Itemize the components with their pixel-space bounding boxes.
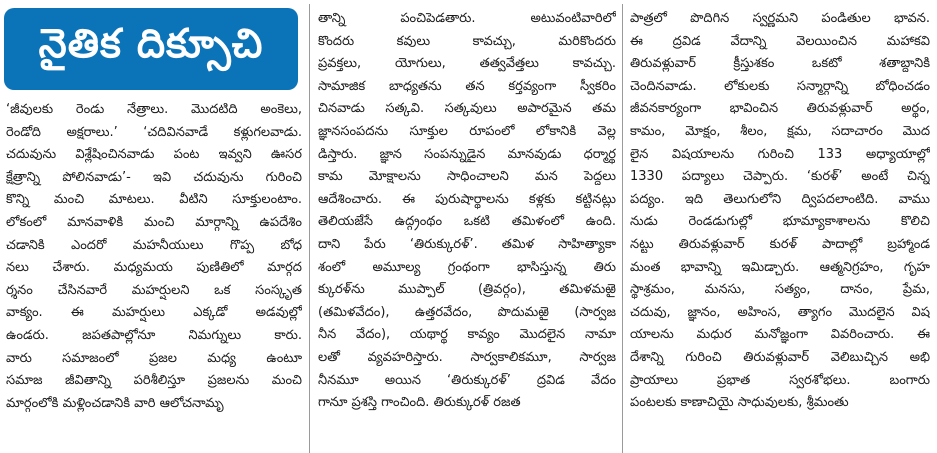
text-line: పంటలకు కాణాచియై సాధువులకు, శ్రీమంతు (630, 395, 849, 411)
text-line: లోకంలో మానవాళికి మంచి మార్గాన్ని ఉపదేశిం (6, 214, 302, 230)
text-line: నట్టు తిరువళ్లువార్ కురళ్ పాదాల్లో బ్రహ్మాండ (630, 236, 930, 252)
text-line: వాక్యం. ఈ మహర్షులు ఎక్కడో అడవుల్లో (6, 305, 302, 321)
text-line: ఈ ద్రవిడ వేదాన్ని వెలయించిన మహాకవి (630, 33, 930, 49)
text-line: చదువును విశ్లేషించినవాడు పంట ఇవ్వని ఊసర (6, 147, 302, 163)
article-column-3 (630, 8, 930, 453)
text-line: స్థాశ్రమం, మనసు, సత్యం, దానం, ప్రేమ, (630, 282, 930, 298)
text-line: 1330 పద్యాలు చెప్పారు. ‘కురళ్’ అంటే చిన్న (630, 169, 930, 185)
text-line: క్షేత్రాన్ని పోలినవాడు’- ఇవి చదువును గురించి (6, 169, 302, 185)
text-line: వారు సమాజంలో ప్రజల మధ్య ఉంటూ (6, 350, 302, 366)
text-line: తెలియజేసే ఉద్గ్రంథం ఒకటి తమిళంలో ఉంది. (318, 214, 616, 230)
text-line: కొందరు కవులు కావచ్చు, మరికొందరు (318, 33, 616, 49)
text-line: పద్యం. ఇది తెలుగులోని ద్విపదలాంటిది. వాము (630, 191, 930, 207)
text-line: ‘జీవులకు రెండు నేత్రాలు. మొదటిది అంకెలు, (6, 102, 302, 117)
text-line: దేశాన్ని గురించి తిరువళ్లువార్ వెలిబుచ్చిన అభి (630, 349, 930, 365)
text-line: ఆదేశించారు. ఈ పురుషార్థాలను కళ్లకు కట్టినట్లు (318, 191, 616, 207)
text-line: తాన్ని పంచిపెడతారు. అటువంటివారిలో (318, 11, 616, 26)
text-line: చదువు, జ్ఞానం, అహింస, త్యాగం మొదలైన విష (630, 304, 930, 320)
text-line: నుడు రెండడుగుల్లో భూమ్యాకాశాలను కొలిచి (630, 214, 930, 230)
text-line: (తమిళవేదం), ఉత్తరవేదం, పొదుమఱై (సార్వజ (318, 304, 616, 320)
text-line: లైన విషయాలను గురించి 133 అధ్యాయాల్లో (630, 146, 930, 162)
text-line: సామాజిక బాధ్యతను తన కర్తవ్యంగా స్వీకరిం (318, 78, 616, 94)
text-line: రెండోది అక్షరాలు.’ ‘చదివినవాడే కళ్లుగలవాడు. (6, 124, 302, 140)
text-line: శంలో అమూల్య గ్రంథంగా భాసిస్తున్న తిరు (318, 259, 616, 275)
text-line: జీవనకార్యంగా భావించిన తిరువళ్లువార్ అర్థం, (630, 101, 930, 117)
text-line: ప్రాయాలు ప్రభాత స్వరశోభలు. బంగారు (630, 372, 930, 388)
text-line: మంత భావాన్ని ఇమిడ్చారు. ఆత్మనిగ్రహం, గృహ (630, 259, 930, 275)
text-line: నలు చేశారు. మధ్యమయ పుణితిలో మార్గద (6, 260, 302, 276)
text-line: ప్రవక్తలు, యోగులు, తత్వవేత్తలు కావచ్చు. (318, 56, 616, 72)
article-column-1 (6, 99, 302, 453)
text-line: తిరువళ్లువార్ క్రీస్తుశకం ఒకటో శతాబ్దానికి (630, 56, 930, 72)
column-divider (309, 4, 310, 453)
text-line: కామ మోక్షాలను సాధించాలని మన పెద్దలు (318, 169, 616, 185)
text-line: గానూ ప్రశస్తి గాంచింది. తిరుక్కురళ్ రజత (318, 395, 521, 411)
text-line: లతో వ్యవహరిస్తారు. సార్వకాలికమూ, సార్వజ (318, 349, 616, 365)
text-line: ర్శనం చేసినవారే మహర్షులని ఒక సంస్కృత (6, 282, 302, 298)
headline-title: నైతిక దిక్సూచి (38, 21, 264, 67)
text-line: కొన్ని మంచి మాటలు. వీటిని సూక్తులంటాం. (6, 192, 302, 208)
article-column-2 (318, 8, 616, 453)
text-line: నీన వేదం), యథార్థ కావ్యం మొదలైన నామా (318, 327, 616, 343)
text-line: ఉండరు. జపతపాల్లోనూ నిమగ్నులు కారు. (6, 327, 302, 343)
column-divider (622, 4, 623, 453)
text-line: నీనమూ అయిన ‘తిరుక్కురళ్’ ద్రవిడ వేదం (318, 372, 616, 388)
text-line: దాని పేరు ‘తిరుక్కురళ్’. తమిళ సాహిత్యాకా (318, 236, 616, 252)
text-line: జ్ఞానసంపదను సూక్తుల రూపంలో లోకానికి వెల్ల (318, 123, 616, 139)
text-line: చినవాడు సత్కవి. సత్కవులు అపారమైన తమ (318, 101, 616, 117)
text-line: డిస్తారు. జ్ఞాన సంపన్నుడైన మానవుడు ధర్మార్థ (318, 146, 616, 162)
text-line: కామం, మోక్షం, శీలం, క్షమ, సదాచారం మొద (630, 123, 930, 139)
text-line: యాలను మధుర మనోజ్ఞంగా వివరించారు. ఈ (630, 327, 930, 343)
text-line: చడానికి ఎందరో మహనీయులు గొప్ప బోధ (6, 237, 302, 253)
text-line: సమాజ జీవితాన్ని పరిశీలిస్తూ ప్రజలను మంచి (6, 373, 302, 389)
text-line: పాత్రలో పొదిగిన స్వర్ణమని పండితుల భావన. (630, 11, 930, 26)
text-line: మార్గంలోకి మళ్లించడానికి వారి ఆలోచనామృ (6, 395, 224, 411)
text-line: చెందినవాడు. లోకులకు సన్మార్గాన్ని బోధించడం (630, 78, 930, 94)
text-line: క్కురళ్‌ను ముప్పాల్ (త్రివర్గం), తమిళమఱై (318, 282, 616, 298)
headline-box (4, 8, 298, 90)
